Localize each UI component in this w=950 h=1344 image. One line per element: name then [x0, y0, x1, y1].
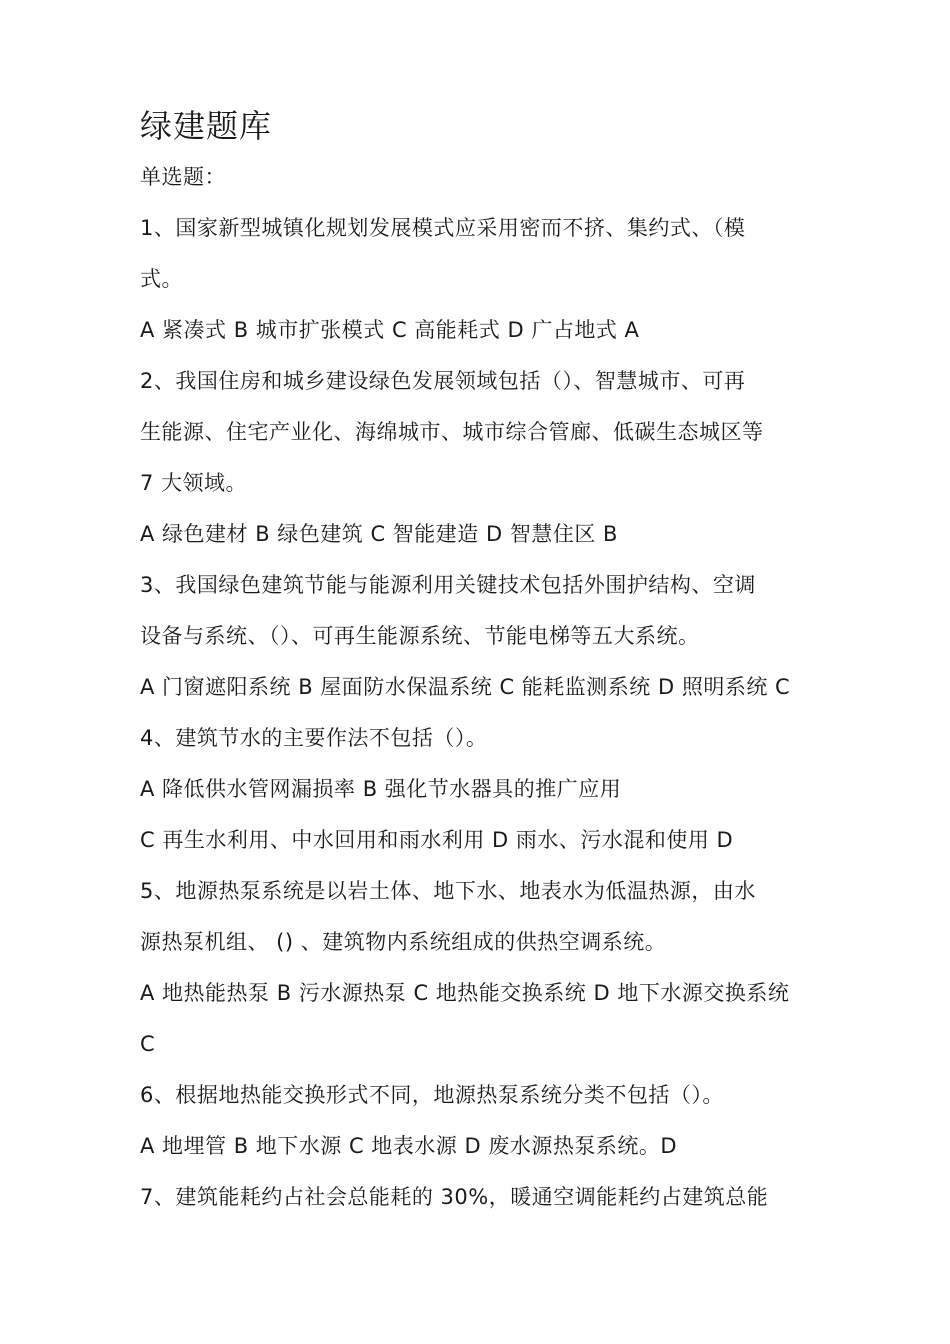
text-line: 3、我国绿色建筑节能与能源利用关键技术包括外围护结构、空调 [140, 573, 756, 597]
text-line: A 门窗遮阳系统 B 屋面防水保温系统 C 能耗监测系统 D 照明系统 C [140, 675, 791, 699]
text-line: C [140, 1032, 156, 1056]
text-line: 生能源、住宅产业化、海绵城市、城市综合管廊、低碳生态城区等 [140, 420, 764, 444]
text-line: A 地埋管 B 地下水源 C 地表水源 D 废水源热泵系统。D [140, 1134, 678, 1158]
text-line: 设备与系统、（）、可再生能源系统、节能电梯等五大系统。 [140, 624, 700, 648]
text-line: 源热泵机组、 () 、建筑物内系统组成的供热空调系统。 [140, 930, 667, 954]
document-page [140, 100, 830, 1223]
section-heading: 单选题： [140, 165, 226, 189]
text-line: 式。 [140, 267, 183, 291]
text-line: A 降低供水管网漏损率 B 强化节水器具的推广应用 [140, 777, 622, 801]
text-line: C 再生水利用、中水回用和雨水利用 D 雨水、污水混和使用 D [140, 828, 734, 852]
text-line: 1、国家新型城镇化规划发展模式应采用密而不挤、集约式、（模 [140, 216, 746, 240]
text-line: 7 大领域。 [140, 471, 248, 495]
text-line: A 紧凑式 B 城市扩张模式 C 高能耗式 D 广占地式 A [140, 318, 640, 342]
text-line: 6、根据地热能交换形式不同，地源热泵系统分类不包括（）。 [140, 1083, 724, 1107]
document-title: 绿建题库 [140, 107, 273, 145]
text-line: A 绿色建材 B 绿色建筑 C 智能建造 D 智慧住区 B [140, 522, 618, 546]
text-line: 2、我国住房和城乡建设绿色发展领域包括（）、智慧城市、可再 [140, 369, 746, 393]
text-line: 5、地源热泵系统是以岩土体、地下水、地表水为低温热源，由水 [140, 879, 756, 903]
text-line: 7、建筑能耗约占社会总能耗的 30%，暖通空调能耗约占建筑总能 [140, 1185, 769, 1209]
text-line: A 地热能热泵 B 污水源热泵 C 地热能交换系统 D 地下水源交换系统 [140, 981, 790, 1005]
text-line: 4、建筑节水的主要作法不包括（）。 [140, 726, 488, 750]
